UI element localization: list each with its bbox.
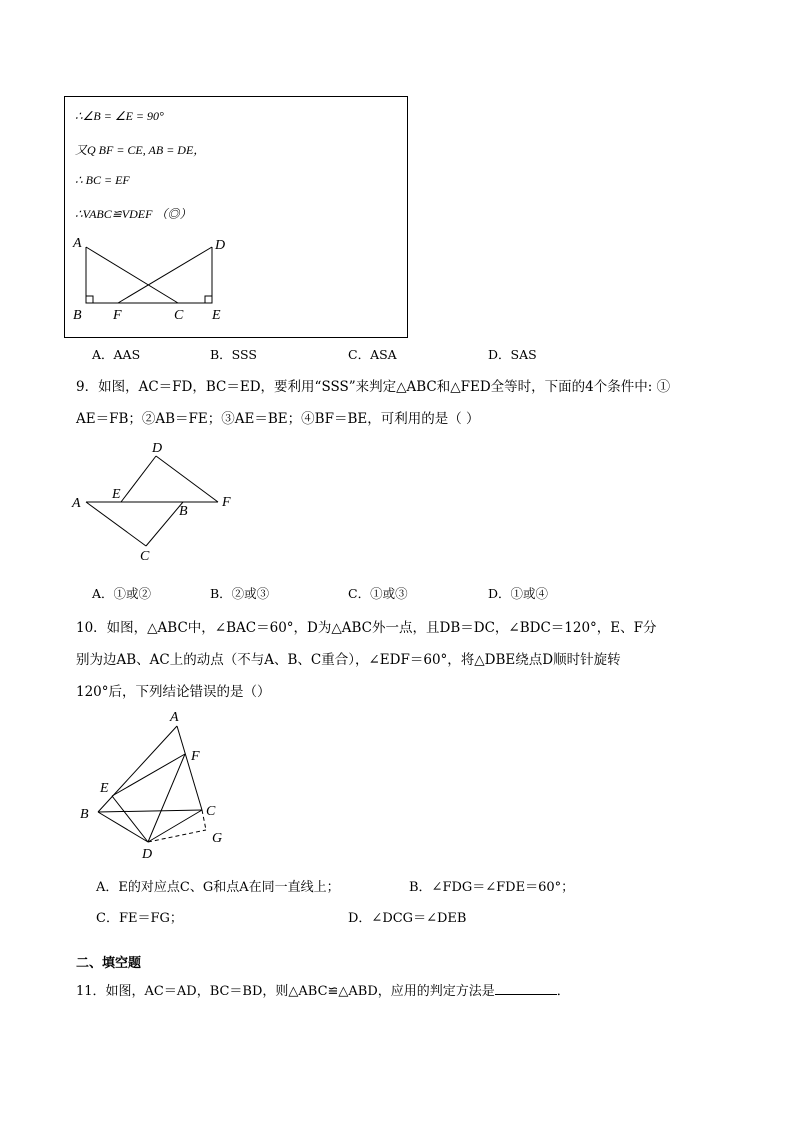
q8-option-b: B．SSS (210, 347, 257, 362)
q9-label-a: A (72, 496, 81, 511)
q9-label-c: C (140, 549, 150, 564)
q10-label-b: B (80, 807, 89, 822)
proof-figure (65, 97, 407, 337)
q10-label-f: F (191, 749, 200, 764)
q9-label-f: F (222, 495, 231, 510)
proof-line-4: ∴VABC≌VDEF （◎） (75, 207, 192, 221)
q9-option-d: D．①或④ (488, 586, 549, 601)
q11-answer-blank[interactable] (495, 982, 557, 995)
proof-box (64, 96, 408, 338)
q8-option-c: C．ASA (348, 347, 397, 362)
q10-line-1: 10．如图，△ABC中，∠BAC＝60°，D为△ABC外一点，且DB＝DC，∠BDC＝120°，E、F分 (76, 620, 657, 636)
section-title: 二、填空题 (76, 956, 142, 971)
box-label-a: A (73, 236, 82, 251)
box-label-e: E (212, 308, 221, 323)
q11-line (76, 980, 570, 999)
q10-option-c: C．FE＝FG； (96, 911, 183, 926)
q10-label-e: E (100, 781, 109, 796)
q9-label-e: E (112, 487, 121, 502)
q9-figure (68, 436, 248, 576)
q10-label-d: D (142, 847, 153, 862)
proof-line-1: ∴∠B = ∠E = 90° (75, 109, 164, 123)
q10-figure (74, 704, 244, 864)
q10-line-2: 别为边AB、AC上的动点（不与A、B、C重合），∠EDF＝60°，将△DBE绕点D顺时针旋转 (76, 652, 621, 668)
q8-option-a: A．AAS (92, 347, 141, 362)
q10-label-c: C (206, 804, 216, 819)
q9-option-a: A．①或② (92, 586, 152, 601)
q10-label-g: G (212, 831, 223, 846)
q9-line-1: 9．如图，AC＝FD，BC＝ED，要利用“SSS”来判定△ABC和△FED全等时，下面的4个条件中: ① (76, 379, 671, 395)
box-label-f: F (113, 308, 122, 323)
q9-label-b: B (179, 504, 188, 519)
proof-line-2: 又Q BF = CE, AB = DE， (75, 143, 206, 157)
q9-label-d: D (152, 441, 163, 456)
box-label-c: C (174, 308, 184, 323)
q10-option-d: D．∠DCG＝∠DEB (348, 911, 467, 926)
q10-label-a: A (170, 710, 179, 725)
q11-end: ． (556, 984, 570, 999)
proof-line-3: ∴ BC = EF (75, 173, 130, 187)
q10-option-a: A．E的对应点C、G和点A在同一直线上； (96, 880, 340, 895)
q9-option-c: C．①或③ (348, 586, 408, 601)
q9-option-b: B．②或③ (210, 586, 270, 601)
box-label-d: D (215, 238, 226, 253)
box-label-b: B (73, 308, 82, 323)
q10-line-3: 120°后，下列结论错误的是（） (76, 684, 271, 700)
q8-option-d: D．SAS (488, 347, 537, 362)
q9-line-2: AE＝FB；②AB＝FE；③AE＝BE；④BF＝BE，可利用的是（ ） (76, 411, 480, 427)
q11-text: 11．如图，AC＝AD，BC＝BD，则△ABC≌△ABD，应用的判定方法是 (76, 984, 495, 999)
q10-option-b: B．∠FDG＝∠FDE＝60°； (409, 880, 575, 895)
